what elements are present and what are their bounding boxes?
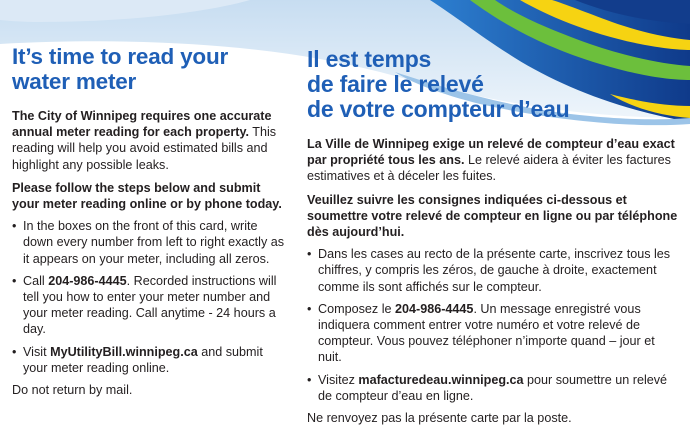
phone-number: 204-986-4445: [48, 273, 127, 288]
english-no-mail-note: Do not return by mail.: [12, 383, 133, 398]
english-intro-bold: The City of Winnipeg requires one accurate annual meter reading for each property.: [12, 109, 272, 140]
list-item: [12, 344, 290, 376]
list-item-text: Visit: [23, 344, 51, 359]
bullet-glyph: •: [12, 273, 17, 288]
french-title-line-1: Il est temps: [307, 46, 432, 72]
french-intro-rest: Le relevé aidera à éviter les factures estimatives et à déceler les fuites.: [307, 153, 671, 184]
list-item-text: . Un message enregistré vous indiquera comment entrer votre numéro et votre relevé de compteur. Vous pouvez téléphoner n’importe quand – jour et nuit.: [318, 301, 655, 365]
list-item-text: pour soumettre un relevé de compteur d’eau en ligne.: [318, 372, 668, 403]
list-item-text: Composez le: [318, 301, 395, 316]
bullet-glyph: •: [307, 247, 312, 262]
list-item-text: In the boxes on the front of this card, write down every number from left to right exactly as it appears on your meter, including all zeros.: [23, 219, 285, 266]
bullet-glyph: •: [307, 301, 312, 316]
bullet-glyph: •: [12, 344, 17, 359]
french-steps-heading: Veuillez suivre les consignes indiquées ci-dessous et soumettre votre relevé de compteur en ligne ou par téléphone dès aujourd’hui.: [307, 192, 678, 240]
french-title-line-3: de votre compteur d’eau: [307, 96, 570, 122]
french-intro: [307, 136, 679, 185]
list-item: [12, 273, 290, 338]
list-item-text: . Recorded instructions will tell you how to enter your meter number and your meter reading. Call anytime - 24 hours a day.: [23, 273, 277, 337]
bullet-glyph: •: [12, 219, 17, 234]
list-item: [307, 372, 679, 404]
website-address: MyUtilityBill.winnipeg.ca: [50, 344, 198, 359]
list-item-text: Visitez: [318, 372, 359, 387]
english-title: [12, 44, 290, 94]
english-intro-rest: This reading will help you avoid estimated bills and highlight any possible leaks.: [12, 125, 277, 172]
french-no-mail-note: Ne renvoyez pas la présente carte par la poste.: [307, 411, 572, 426]
list-item: [307, 246, 679, 295]
english-section: [12, 44, 290, 398]
list-item: [307, 301, 679, 366]
french-instructions-list: [307, 246, 679, 404]
list-item-text: Call: [23, 273, 49, 288]
list-item-text: Dans les cases au recto de la présente carte, inscrivez tous les chiffres, y compris les zéros, de gauche à droite, exactement comme ils sont affichés sur le compteur.: [318, 247, 671, 294]
french-title-line-2: de faire le relevé: [307, 71, 484, 97]
french-title: [307, 47, 679, 122]
english-title-line-2: water meter: [12, 69, 137, 94]
list-item: [12, 218, 290, 267]
english-intro: [12, 108, 290, 173]
english-steps-heading: Please follow the steps below and submit your meter reading online or by phone today.: [12, 180, 282, 212]
english-instructions-list: [12, 218, 290, 376]
english-title-line-1: It’s time to read your: [12, 44, 229, 69]
bullet-glyph: •: [307, 372, 312, 387]
french-intro-bold: La Ville de Winnipeg exige un relevé de compteur d’eau exact par propriété tous les ans.: [307, 137, 675, 168]
french-section: [307, 47, 679, 426]
list-item-text: and submit your meter reading online.: [23, 344, 263, 375]
website-address: mafacturedeau.winnipeg.ca: [358, 372, 524, 387]
phone-number: 204-986-4445: [395, 301, 474, 316]
